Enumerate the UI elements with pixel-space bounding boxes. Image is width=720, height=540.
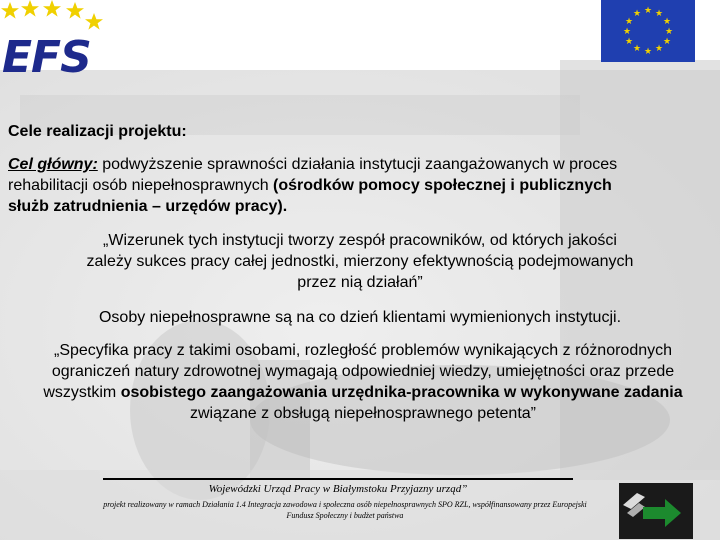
main-goal-paragraph [8,154,648,217]
svg-text:★: ★ [624,37,634,47]
footer-title: Wojewódzki Urząd Pracy w Białymstoku Przyjazny urząd” [208,483,468,495]
section-heading: Cele realizacji projektu: [8,123,187,140]
quote-2-text-1: „Specyfika pracy z takimi osobami, rozległość problemów wynikających z różnorodnych ograniczeń natury zdrowotnej wymagają odpowiedniej wiedzy, umiejętności oraz przede wszystkim [43,342,675,401]
eu-flag-icon [601,0,695,62]
main-goal-text: podwyższenie sprawności działania instytucji zaangażowanych w proces rehabilitacji osób niepełnosprawnych [8,156,618,194]
svg-text:★: ★ [643,6,653,16]
svg-text:★: ★ [654,44,664,54]
next-slide-button[interactable] [619,483,693,539]
svg-text:★: ★ [664,27,674,37]
main-goal-institutions: (ośrodków pomocy społecznej i publicznych służb zatrudnienia – urzędów pracy). [8,177,612,215]
quote-institution-image: „Wizerunek tych instytucji tworzy zespół pracowników, od których jakości zależy sukces pracy całej jednostki, mierzony efektywnością podejmowanych przez nią działań” [86,232,634,291]
footer-divider [103,478,573,480]
clients-statement: Osoby niepełnosprawne są na co dzień klientami wymienionych instytucji. [98,309,622,326]
main-goal-label: Cel główny: [8,156,98,173]
svg-text:★: ★ [624,17,634,27]
svg-text:★: ★ [622,27,632,37]
next-arrow-icon [619,483,693,539]
efs-logo-stars [0,0,110,32]
quote-2-text-2: związane z obsługą niepełnosprawnego petenta” [189,405,536,422]
quote-2-bold: osobistego zaangażowania urzędnika-pracownika w wykonywane zadania [120,384,683,401]
svg-text:★: ★ [654,9,664,19]
quote-work-specifics [18,340,708,424]
footer-project-note: projekt realizowany w ramach Działania 1.4 Integracja zawodowa i społeczna osób niepełnosprawnych SPO RZL, współfinansowany przez Europejski Fundusz Społeczny i budżet państwa [103,500,587,520]
svg-text:★: ★ [632,44,642,54]
svg-text:★: ★ [662,17,672,27]
svg-text:★: ★ [643,47,653,57]
svg-text:★: ★ [662,37,672,47]
efs-logo: EFS [2,32,91,83]
svg-text:★: ★ [632,9,642,19]
